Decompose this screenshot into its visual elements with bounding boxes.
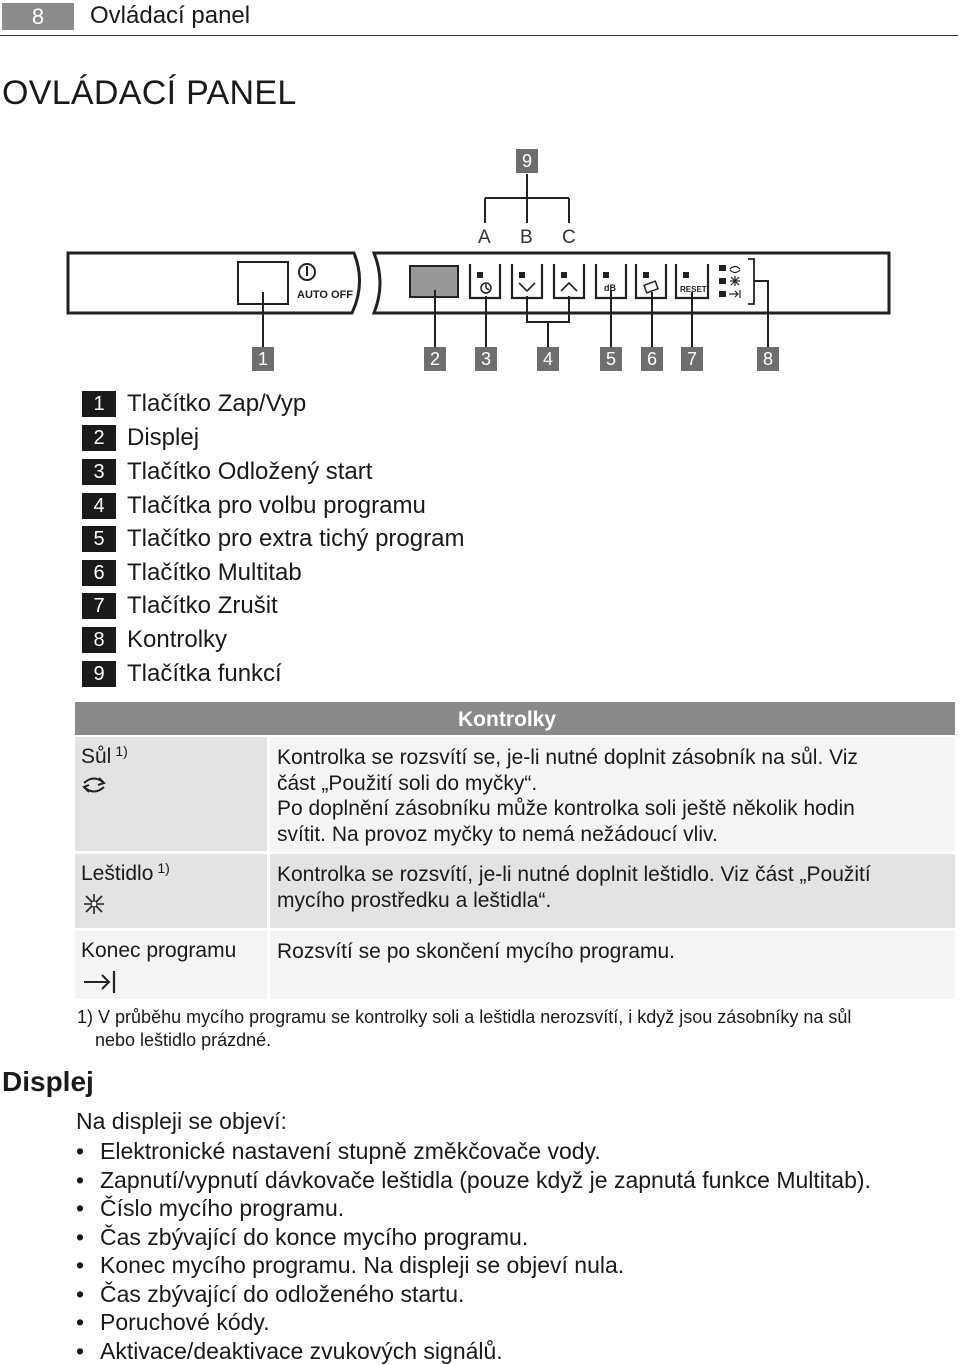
legend-number: 8	[82, 627, 116, 653]
indicator-name-cell	[75, 931, 270, 999]
legend-item	[82, 491, 426, 521]
legend-item	[82, 524, 464, 554]
legend-number: 4	[82, 493, 116, 519]
section-heading: Displej	[2, 1066, 94, 1098]
reset-label: RESET	[680, 285, 707, 294]
letter-b: B	[520, 227, 533, 248]
indicator-name: Leštidlo	[81, 862, 153, 885]
footnote-text: nebo leštidlo prázdné.	[77, 1029, 952, 1052]
list-item: • Poruchové kódy.	[76, 1308, 871, 1337]
legend-label: Tlačítko Zap/Vyp	[127, 390, 306, 418]
table-row	[75, 737, 955, 854]
page-title: OVLÁDACÍ PANEL	[2, 72, 297, 114]
legend-item	[82, 659, 282, 689]
section-title: Ovládací panel	[90, 1, 250, 31]
letter-a: A	[478, 227, 491, 248]
auto-off-label: AUTO OFF	[297, 289, 353, 301]
display-intro: Na displeji se objeví:	[76, 1108, 287, 1135]
list-item: • Zapnutí/vypnutí dávkovače leštidla (pouze když je zapnutá funkce Multitab).	[76, 1166, 871, 1195]
legend-number: 1	[82, 391, 116, 417]
callout-8: 8	[757, 347, 779, 371]
letter-c: C	[562, 227, 576, 248]
list-item: • Čas zbývající do konce mycího programu.	[76, 1223, 871, 1252]
table-header: Kontrolky	[75, 702, 955, 737]
indicator-name-cell	[75, 854, 270, 928]
legend-item	[82, 591, 278, 621]
legend-label: Tlačítko Multitab	[127, 559, 302, 587]
description-line: Rozsvítí se po skončení mycího programu.	[277, 939, 945, 965]
legend-item	[82, 389, 306, 419]
indicator-name: Sůl	[81, 745, 111, 768]
footnote-ref: 1)	[115, 743, 127, 759]
indicator-name-cell	[75, 737, 270, 851]
table-row	[75, 854, 955, 931]
description-line: Kontrolka se rozsvítí, je-li nutné doplnit leštidlo. Viz část „Použití	[277, 862, 945, 888]
legend-label: Kontrolky	[127, 626, 227, 654]
legend-number: 2	[82, 425, 116, 451]
indicator-description	[270, 931, 955, 999]
indicators-table	[75, 702, 955, 1002]
callout-2: 2	[424, 347, 446, 371]
indicator-name: Konec programu	[81, 939, 236, 962]
callout-1: 1	[252, 347, 274, 371]
footnote-text: V průběhu mycího programu se kontrolky soli a leštidla nerozsvítí, i když jsou zásobníky na sůl	[98, 1007, 851, 1027]
description-line: mycího prostředku a leštidla“.	[277, 888, 945, 914]
control-panel-diagram	[0, 0, 960, 380]
description-line: Po doplnění zásobníku může kontrolka soli ještě několik hodin	[277, 796, 945, 822]
callout-7: 7	[681, 347, 703, 371]
footnote	[77, 1006, 952, 1052]
legend-number: 6	[82, 560, 116, 586]
legend-label: Tlačítko Odložený start	[127, 458, 372, 486]
panel-outline	[68, 253, 360, 313]
callout-9: 9	[516, 149, 538, 173]
legend-number: 3	[82, 459, 116, 485]
rinse-aid-icon	[81, 892, 107, 916]
callout-6: 6	[641, 347, 663, 371]
list-item: • Aktivace/deaktivace zvukových signálů.	[76, 1337, 871, 1365]
db-label: dB	[604, 283, 616, 293]
callout-4: 4	[537, 347, 559, 371]
list-item: • Čas zbývající do odloženého startu.	[76, 1280, 871, 1309]
legend-item	[82, 558, 302, 588]
footnote-marker: 1)	[77, 1007, 93, 1027]
callout-3: 3	[475, 347, 497, 371]
list-item: • Číslo mycího programu.	[76, 1194, 871, 1223]
legend-number: 9	[82, 661, 116, 687]
indicator-description	[270, 854, 955, 928]
legend-label: Displej	[127, 424, 199, 452]
description-line: Kontrolka se rozsvítí se, je-li nutné doplnit zásobník na sůl. Viz	[277, 745, 945, 771]
legend-item	[82, 423, 199, 453]
legend-label: Tlačítko pro extra tichý program	[127, 525, 464, 553]
display-bullet-list	[76, 1137, 871, 1365]
rinse-aid-small-icon	[730, 276, 740, 286]
salt-icon	[81, 775, 107, 799]
footnote-ref: 1)	[157, 860, 169, 876]
legend-label: Tlačítka pro volbu programu	[127, 492, 426, 520]
list-item: • Elektronické nastavení stupně změkčovače vody.	[76, 1137, 871, 1166]
legend-number: 5	[82, 526, 116, 552]
legend-label: Tlačítko Zrušit	[127, 592, 278, 620]
indicator-description	[270, 737, 955, 851]
callout-5: 5	[600, 347, 622, 371]
page-number: 8	[2, 3, 74, 30]
legend-label: Tlačítka funkcí	[127, 660, 282, 688]
list-item: • Konec mycího programu. Na displeji se objeví nula.	[76, 1251, 871, 1280]
legend-item	[82, 457, 372, 487]
table-row	[75, 931, 955, 1002]
end-of-program-icon	[81, 969, 117, 995]
legend-item	[82, 625, 227, 655]
description-line: svítit. Na provoz myčky to nemá nežádoucí vliv.	[277, 822, 945, 848]
description-line: část „Použití soli do myčky“.	[277, 771, 945, 797]
legend-number: 7	[82, 593, 116, 619]
